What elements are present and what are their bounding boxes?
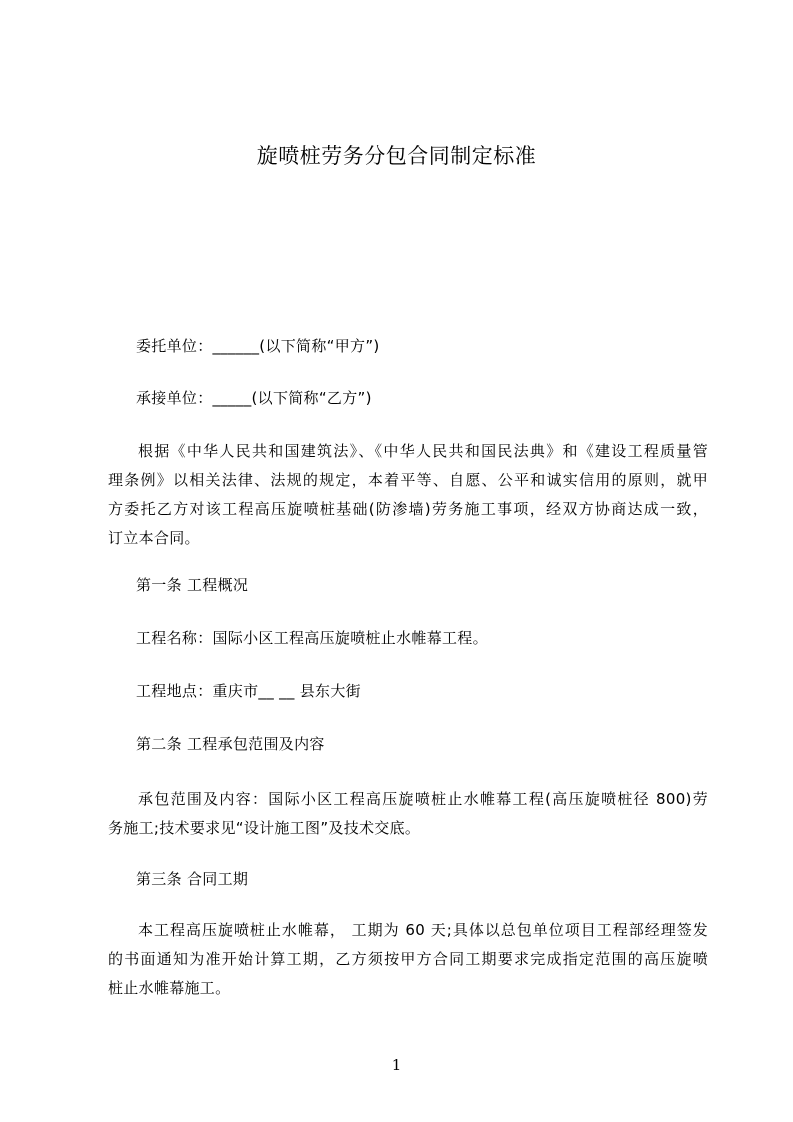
contractor-line: 承接单位：_____(以下简称“乙方”)	[136, 389, 372, 407]
page-number: 1	[391, 1056, 402, 1074]
article2-paragraph	[108, 785, 708, 843]
article3-line-3: 桩止水帷幕施工。	[108, 979, 231, 997]
preamble-line-2: 理条例》以相关法律、法规的规定，本着平等、自愿、公平和诚实信用的原则，就甲	[108, 471, 708, 489]
article3-line-2: 的书面通知为准开始计算工期，乙方须按甲方合同工期要求完成指定范围的高压旋喷	[108, 950, 708, 968]
contractor-line-block	[108, 384, 708, 413]
article2-heading: 第二条 工程承包范围及内容	[136, 735, 325, 753]
article1-location-block	[108, 677, 708, 706]
project-name-line: 工程名称：国际小区工程高压旋喷桩止水帷幕工程。	[136, 629, 488, 647]
article3-heading: 第三条 合同工期	[136, 870, 249, 888]
preamble-line-3: 方委托乙方对该工程高压旋喷桩基础(防渗墙)劳务施工事项，经双方协商达成一致，	[108, 500, 708, 518]
client-line-block	[108, 332, 708, 361]
preamble-line-1: 根据《中华人民共和国建筑法》、《中华人民共和国民法典》和《建设工程质量管	[138, 442, 708, 460]
document-title: 旋喷桩劳务分包合同制定标准	[256, 144, 537, 168]
article2-line-1: 承包范围及内容：国际小区工程高压旋喷桩止水帷幕工程(高压旋喷桩径 800)劳	[138, 790, 708, 808]
preamble-line-4: 订立本合同。	[108, 529, 200, 547]
article3-heading-block	[108, 865, 708, 894]
article3-line-1: 本工程高压旋喷桩止水帷幕， 工期为 60 天;具体以总包单位项目工程部经理签发	[138, 921, 708, 939]
article3-paragraph	[108, 916, 708, 1003]
article2-heading-block	[108, 730, 708, 759]
article1-heading-block	[108, 571, 708, 600]
article2-line-2: 务施工;技术要求见“设计施工图”及技术交底。	[108, 819, 421, 837]
article1-heading: 第一条 工程概况	[136, 576, 249, 594]
client-line: 委托单位：______(以下简称“甲方”)	[136, 337, 380, 355]
preamble-paragraph	[108, 437, 708, 553]
project-location-line: 工程地点：重庆市__ __ 县东大街	[136, 682, 361, 700]
article1-name-block	[108, 624, 708, 653]
